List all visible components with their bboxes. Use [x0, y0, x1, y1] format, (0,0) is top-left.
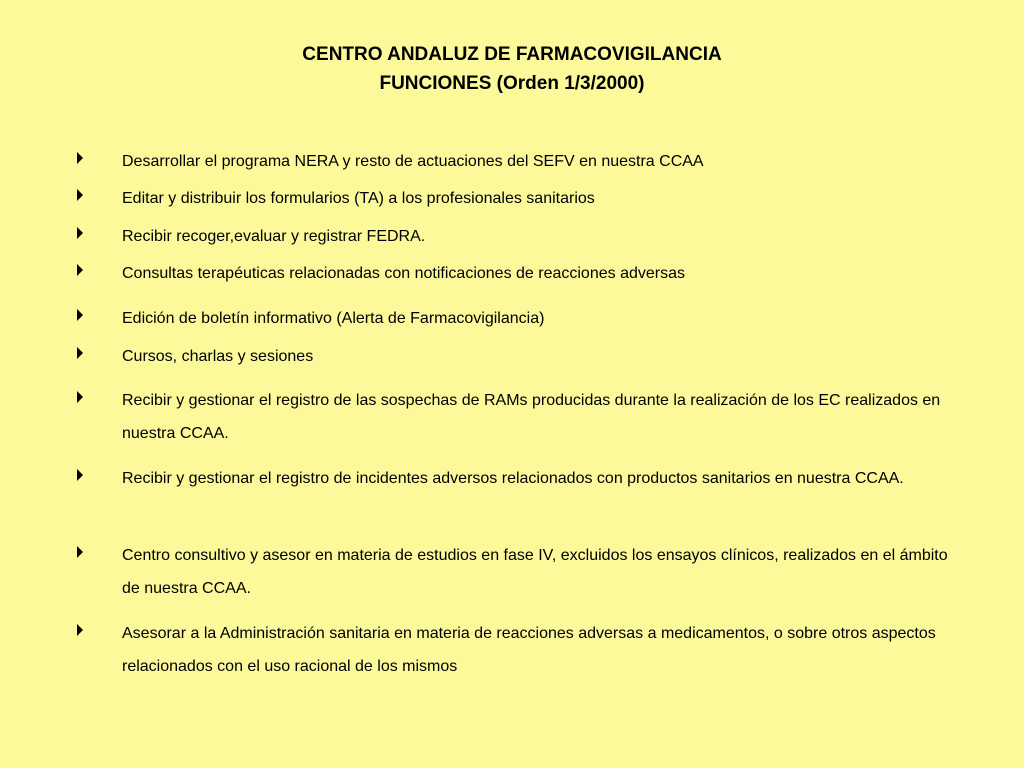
bullet-text: Recibir y gestionar el registro de las sospechas de RAMs producidas durante la realización de los EC realizados en nuestra CCAA.	[122, 392, 941, 442]
bullet-arrow-icon	[77, 546, 83, 558]
bullet-arrow-icon	[77, 152, 83, 164]
bullet-arrow-icon	[77, 391, 83, 403]
title-line-1: CENTRO ANDALUZ DE FARMACOVIGILANCIA	[302, 44, 722, 65]
title-line-2: FUNCIONES (Orden 1/3/2000)	[379, 73, 645, 94]
bullet-text: Asesorar a la Administración sanitaria en materia de reacciones adversas a medicamentos, o sobre otros aspectos relacionados con el uso racional de los mismos	[122, 625, 936, 675]
bullet-arrow-icon	[77, 309, 83, 321]
bullet-arrow-icon	[77, 264, 83, 276]
bullet-text: Recibir y gestionar el registro de incidentes adversos relacionados con productos sanitarios en nuestra CCAA.	[122, 470, 904, 487]
bullet-arrow-icon	[77, 469, 83, 481]
bullet-text: Desarrollar el programa NERA y resto de actuaciones del SEFV en nuestra CCAA	[122, 153, 704, 170]
bullet-text: Cursos, charlas y sesiones	[122, 348, 314, 365]
bullet-arrow-icon	[77, 189, 83, 201]
bullet-text: Edición de boletín informativo (Alerta de Farmacovigilancia)	[122, 310, 545, 327]
bullet-arrow-icon	[77, 227, 83, 239]
bullet-text: Consultas terapéuticas relacionadas con notificaciones de reacciones adversas	[122, 265, 685, 282]
bullet-text: Editar y distribuir los formularios (TA) a los profesionales sanitarios	[122, 190, 595, 207]
bullet-arrow-icon	[77, 624, 83, 636]
bullet-text: Centro consultivo y asesor en materia de estudios en fase IV, excluidos los ensayos clínicos, realizados en el ámbito de nuestra CCAA.	[122, 547, 948, 597]
bullet-arrow-icon	[77, 347, 83, 359]
bullet-text: Recibir recoger,evaluar y registrar FEDRA.	[122, 228, 426, 245]
